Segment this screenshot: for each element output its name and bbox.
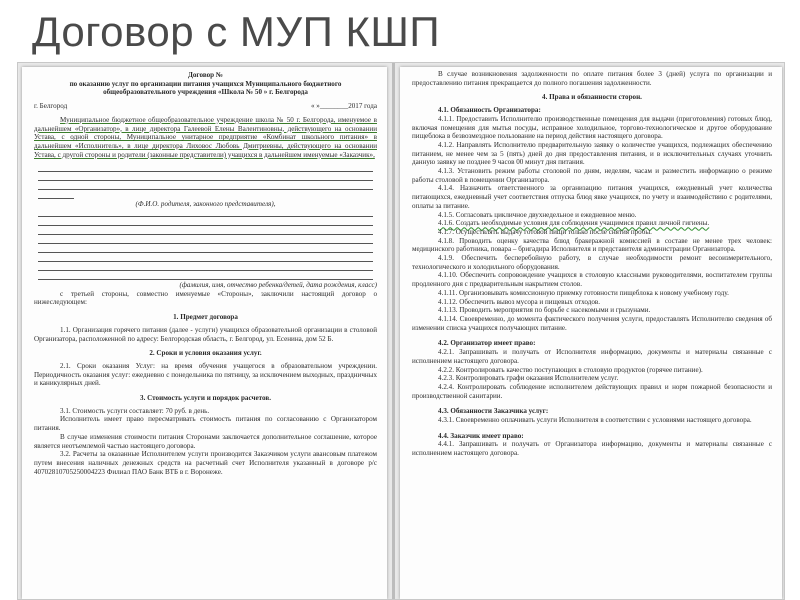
clause-4-1-10: 4.1.10. Обеспечить сопровождение учащихся в столовую классными руководителями, воспитателем группы продленного дня с предварительным накрытием столов.	[412, 271, 772, 289]
contract-date: « »________2017 года	[310, 102, 377, 111]
blank-line	[38, 254, 373, 262]
subsection-4-2-title: 4.2. Организатор имеет право:	[438, 339, 536, 348]
section-3-title: 3. Стоимость услуги и порядок расчетов.	[140, 394, 271, 403]
blank-line	[38, 227, 373, 235]
subsection-4-1-title: 4.1. Обязанность Организатора:	[438, 106, 541, 115]
clause-4-1-7: 4.1.7. Осуществлять выдачу готовой пищи только после снятия пробы.	[438, 227, 652, 236]
clause-2-1: 2.1. Сроки оказания Услуг: на время обучения учащегося в образовательном учреждении. Периодичность оказания услуг: ежедневно с понедельника по пятницу, за исключением выходных, праздничных и каникулярных дней.	[34, 361, 377, 388]
page-gutter	[392, 63, 395, 599]
clause-4-3-1: 4.3.1. Своевременно оплачивать услуги Исполнителя в соответствии с условиями настоящего договора.	[438, 416, 752, 425]
parent-caption: (Ф.И.О. родителя, законного представителя),	[135, 200, 276, 209]
clause-4-2-2: 4.2.2. Контролировать качество поступающих в столовую продуктов (горячее питание).	[438, 365, 703, 374]
blank-line	[38, 245, 373, 253]
clause-3-2: 3.2. Расчеты за оказанные Исполнителем услуги производится Заказчиком услуги авансовым платежом путем внесения наличных денежных средств на расчетный счет Исполнителя указанный в договоре р/с 40702810705250004223 Филиал ПАО Банк ВТБ в г. Воронеже.	[34, 450, 377, 476]
clause-4-2-1: 4.2.1. Запрашивать и получать от Исполнителя информацию, документы и материалы связанные с исполнением настоящего договора.	[412, 348, 772, 365]
clause-3-1-price-review: Исполнитель имеет право пересматривать стоимость питания по согласованию с Организатором питания.	[34, 415, 377, 433]
clause-4-1-13: 4.1.13. Проводить мероприятия по борьбе с насекомыми и грызунами.	[438, 306, 651, 315]
clause-4-1-2: 4.1.2. Направлять Исполнителю предварительную заявку о количестве учащихся, подлежащих обеспечению питанием, не менее чем за 5 (пять) дней до дня предоставления питания, и в исключительных случаях уточнить данную заявку не позднее 9 часов 00 минут дня питания.	[412, 140, 772, 167]
contract-page-left	[22, 67, 387, 599]
blank-line	[38, 182, 373, 190]
clause-3-1: 3.1. Стоимость услуги составляет: 70 руб. в день.	[60, 406, 210, 415]
blank-line	[38, 209, 373, 217]
subsection-4-4-title: 4.4. Заказчик имеет право:	[438, 431, 524, 440]
subsection-4-3-title: 4.3. Обязанности Заказчика услуг:	[438, 407, 549, 416]
child-caption: (фамилия, имя, отчество ребенка/детей, дата рождения, класс)	[179, 281, 377, 290]
clause-4-1-8: 4.1.8. Проводить оценку качества блюд бракеражной комиссией в составе не менее трех человек: медицинского работника, повара – бригадира Исполнителя и представителя администрации Организатора.	[412, 236, 772, 254]
debt-clause: В случае возникновения задолженности по оплате питания более 3 (дней) услуга по организации и предоставлению питания прекращается до полного погашения задолженности.	[412, 70, 772, 87]
clause-4-1-4: 4.1.4. Назначить ответственного за организацию питания учащихся, ежедневный учет количества питающихся, ежедневный учет соответствия отпуска блюд явке учащихся, по учету и взаимодействию с родителями, оплаты за питание.	[412, 184, 772, 210]
section-4-title: 4. Права и обязанности сторон.	[542, 93, 642, 102]
clause-4-1-6: 4.1.6. Создать необходимые условия для соблюдения учащимися правил личной гигиены.	[438, 219, 710, 228]
contract-title-line-3: общеобразовательного учреждения «Школа № 50 » г. Белгорода	[103, 88, 308, 97]
place-date-row	[34, 102, 377, 111]
blank-line	[38, 218, 373, 226]
third-party-clause: с третьей стороны, совместно именуемые «Стороны», заключили настоящий договор о нижеследующем:	[34, 289, 377, 307]
slide-title: Договор с МУП КШП	[32, 8, 441, 55]
blank-line	[38, 236, 373, 244]
contract-page-right	[400, 67, 782, 599]
clause-4-2-3: 4.2.3. Контролировать графи оказания Исполнителем услуг.	[438, 374, 619, 383]
section-2-title: 2. Сроки и условия оказания услуг.	[149, 349, 262, 358]
clause-4-1-1: 4.1.1. Предоставить Исполнителю производственные помещения для выдачи (приготовления) готовых блюд, включая помещения для мытья посуды, исправное холодильное, торгово-технологическое и другое оборудование пищеблока в безвозмездное пользование на период действия настоящего договора.	[412, 114, 772, 141]
clause-4-2-4: 4.2.4. Контролировать соблюдение исполнителем действующих правил и норм пожарной безопасности и производственной санитарии.	[412, 382, 772, 400]
clause-4-1-9: 4.1.9. Обеспечить бесперебойную работу, в случае необходимости ремонт весоизмерительного, технологического и холодильного оборудования.	[412, 254, 772, 271]
clause-4-4-1: 4.4.1. Запрашивать и получать от Организатора информацию, документы и материалы связанные с исполнением настоящего договора.	[412, 440, 772, 458]
blank-line	[38, 173, 373, 181]
clause-3-1-amendment: В случае изменения стоимости питания Сторонами заключается дополнительное соглашение, которое является неотъемлемой частью настоящего договора.	[34, 432, 377, 450]
clause-1-1: 1.1. Организация горячего питания (далее - услуги) учащихся образовательной организации в столовой Организатора, расположенной по адресу: Белгородская область, г. Белгород, ул. Есенина, дом 52 Б.	[34, 325, 377, 343]
contract-title-line-2: по оказанию услуг по организации питания учащихся Муниципального бюджетного	[69, 79, 342, 88]
blank-line	[38, 272, 373, 280]
section-1-title: 1. Предмет договора	[173, 313, 238, 322]
preamble: Муниципальное бюджетное общеобразовательное учреждение школа № 50 г. Белгорода, именуемое в дальнейшем «Организатор», в лице директора Галеевой Елены Валентиновны, действующего на основании Устава, с одной стороны, Муниципальное унитарное предприятие «Комбинат школьного питания» в дальнейшем «Исполнитель», в лице директора Лиховос Любовь Дмитриевны, действующего на основании Устава, с другой стороны и родители (законные представители) учащихся в дальнейшем именуемые «Заказчик»,	[34, 115, 377, 159]
clause-4-1-3: 4.1.3. Установить режим работы столовой по дням, неделям, часам и разместить информацию о режиме работы столовой в помещении Организатора.	[412, 167, 772, 184]
blank-line	[38, 263, 373, 271]
clause-4-1-5: 4.1.5. Согласовать цикличное двухнедельное и ежедневное меню.	[438, 210, 637, 219]
blank-line	[38, 191, 74, 199]
clause-4-1-12: 4.1.12. Обеспечить вывоз мусора и пищевых отходов.	[438, 297, 601, 306]
contract-city: г. Белгород	[34, 102, 68, 111]
blank-line	[38, 164, 373, 172]
clause-4-1-11: 4.1.11. Организовывать комиссионную приемку готовности пищеблока к новому учебному году.	[438, 288, 729, 297]
contract-title: Договор №	[187, 71, 224, 79]
clause-4-1-14: 4.1.14. Своевременно, до момента фактического получения услуги, предоставлять Исполнителю сведения об изменении списка учащихся получающих питание.	[412, 314, 772, 332]
document-scan	[17, 62, 785, 600]
